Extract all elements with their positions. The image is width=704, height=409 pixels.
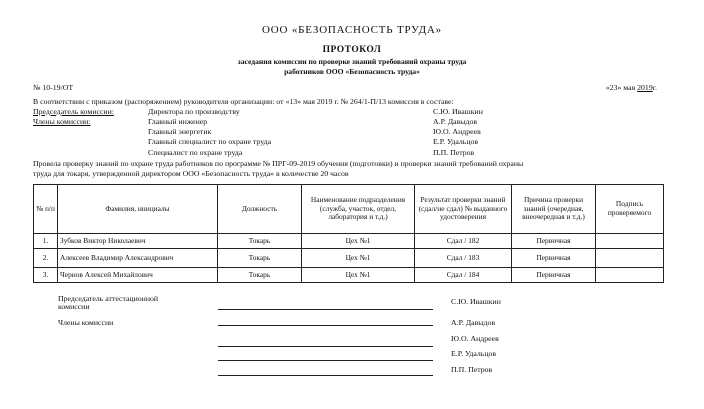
cell-signature [596, 268, 664, 283]
sig-member-name: Ю.О. Андреев [451, 334, 499, 343]
col-header-reason: Причина проверки знаний (очередная, внеочередная и т.д.) [512, 185, 596, 234]
member-name: А.Р. Давыдов [433, 117, 478, 126]
cell-department: Цех №1 [302, 249, 415, 268]
order-reference: В соответствии с приказом (распоряжением) руководителя организации: от «13» мая 2019 г. № 264/1-П/13 комиссия в составе: [33, 97, 454, 106]
member-name: Ю.О. Андреев [433, 127, 481, 136]
signature-line [218, 360, 433, 361]
cell-name: Алексеев Владимир Александрович [58, 249, 218, 268]
document-subtitle-1: заседания комиссии по проверке знаний требований охраны труда [237, 57, 467, 66]
chair-position: Директора по производству [148, 107, 240, 116]
signature-line [218, 309, 433, 310]
col-header-signature: Подпись проверяемого [596, 185, 664, 234]
sig-chair-name: С.Ю. Ивашкин [451, 297, 501, 306]
cell-reason: Первичная [512, 249, 596, 268]
cell-position: Токарь [218, 234, 302, 249]
cell-reason: Первичная [512, 268, 596, 283]
cell-num: 2. [34, 249, 58, 268]
member-name: П.П. Петров [433, 148, 475, 157]
protocol-date-year: 2019 [637, 83, 653, 92]
cell-result: Сдал / 183 [415, 249, 512, 268]
col-header-num: № п/п [34, 185, 58, 234]
sig-member-name: Е.Р. Удальцов [451, 349, 497, 358]
cell-name: Чернов Алексей Михайлович [58, 268, 218, 283]
results-table [33, 184, 664, 283]
protocol-date [606, 83, 657, 92]
sig-member-name: П.П. Петров [451, 365, 493, 374]
chair-name: С.Ю. Ивашкин [433, 107, 483, 116]
cell-result: Сдал / 182 [415, 234, 512, 249]
cell-reason: Первичная [512, 234, 596, 249]
member-position: Главный специалист по охране труда [148, 137, 272, 146]
sig-members-label: Члены комиссии [58, 318, 114, 327]
sig-chair-label-1: Председатель аттестационной [58, 294, 159, 303]
protocol-date-day: «23» мая [605, 83, 638, 92]
cell-name: Зубков Виктор Николаевич [58, 234, 218, 249]
col-header-name: Фамилия, инициалы [58, 185, 218, 234]
table-row [34, 234, 664, 249]
cell-signature [596, 249, 664, 268]
col-header-department: Наименование подразделения (служба, участок, отдел, лаборатория и т.д.) [302, 185, 415, 234]
member-name: Е.Р. Удальцов [433, 137, 479, 146]
cell-num: 1. [34, 234, 58, 249]
document-subtitle-2: работников ООО «Безопасность труда» [284, 67, 420, 76]
cell-position: Токарь [218, 249, 302, 268]
organization-name: ООО «БЕЗОПАСНОСТЬ ТРУДА» [262, 24, 442, 36]
cell-position: Токарь [218, 268, 302, 283]
table-row [34, 249, 664, 268]
member-position: Главный энергетик [148, 127, 212, 136]
document-title: ПРОТОКОЛ [322, 45, 382, 55]
sig-member-name: А.Р. Давыдов [451, 318, 496, 327]
chair-label: Председатель комиссии: [33, 107, 114, 116]
cell-num: 3. [34, 268, 58, 283]
table-row [34, 268, 664, 283]
cell-result: Сдал / 184 [415, 268, 512, 283]
protocol-date-suffix: г. [652, 83, 657, 92]
members-label: Члены комиссии: [33, 117, 91, 126]
check-text-line-2: труда для токаря, утвержденной директором ООО «Безопасность труда» в количестве 20 часов [33, 169, 349, 178]
signature-line [218, 375, 433, 376]
member-position: Главный инженер [148, 117, 208, 126]
protocol-number: № 10-19/ОТ [33, 83, 74, 92]
signature-line [218, 346, 433, 347]
check-text-line-1: Провела проверку знаний по охране труда работников по программе № ПРГ-09-2019 обучения (подготовки) и проверки знаний требований охраны [33, 159, 524, 168]
table-header-row [34, 185, 664, 234]
cell-signature [596, 234, 664, 249]
cell-department: Цех №1 [302, 268, 415, 283]
col-header-result: Результат проверки знаний (сдал/не сдал) № выданного удостоверения [415, 185, 512, 234]
cell-department: Цех №1 [302, 234, 415, 249]
member-position: Специалист по охране труда [148, 148, 243, 157]
sig-chair-label-2: комиссии [58, 302, 90, 311]
col-header-position: Должность [218, 185, 302, 234]
signature-line [218, 325, 433, 326]
